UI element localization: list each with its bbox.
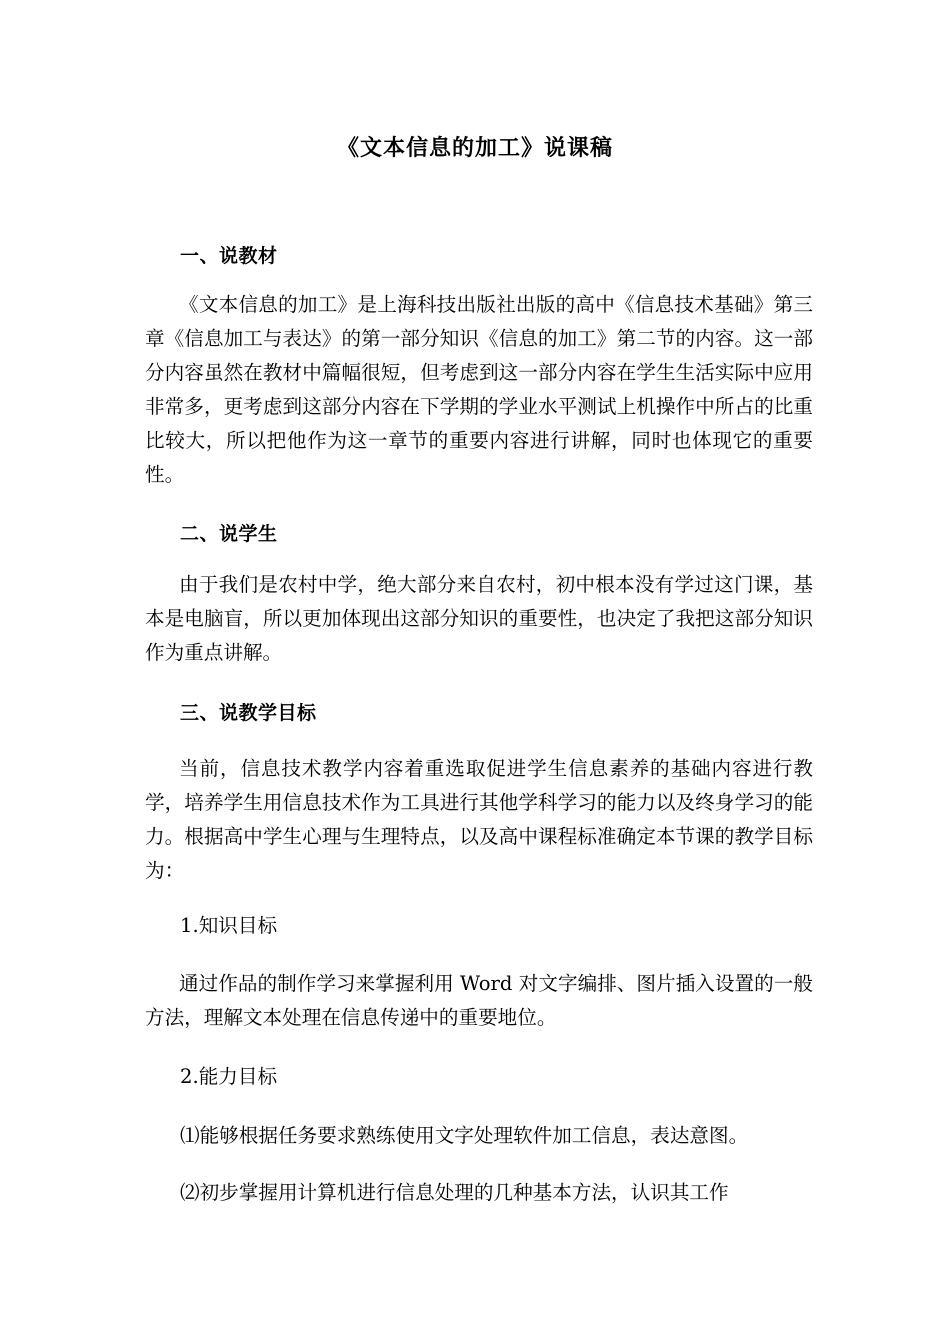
section-heading-textbook: 一、说教材 xyxy=(180,245,278,267)
goal-ability-label: 2.能力目标 xyxy=(180,1065,278,1088)
section-heading-objectives: 三、说教学目标 xyxy=(180,702,317,724)
goal-ability-item-2: ⑵初步掌握用计算机进行信息处理的几种基本方法，认识其工作 xyxy=(180,1181,729,1204)
section-paragraph-students: 由于我们是农村中学，绝大部分来自农村，初中根本没有学过这门课，基本是电脑盲，所以更加体现出这部分知识的重要性，也决定了我把这部分知识作为重点讲解。 xyxy=(145,573,813,664)
section-paragraph-textbook: 《文本信息的加工》是上海科技出版社出版的高中《信息技术基础》第三章《信息加工与表达》的第一部分知识《信息的加工》第二节的内容。这一部分内容虽然在教材中篇幅很短，但考虑到这一部分内容在学生生活实际中应用非常多，更考虑到这部分内容在下学期的学业水平测试上机操作中所占的比重比较大，所以把他作为这一章节的重要内容进行讲解，同时也体现它的重要性。 xyxy=(145,293,813,486)
goal-ability-item-1: ⑴能够根据任务要求熟练使用文字处理软件加工信息，表达意图。 xyxy=(180,1124,749,1147)
goal-knowledge-paragraph: 通过作品的制作学习来掌握利用 Word 对文字编排、图片插入设置的一般方法，理解文本处理在信息传递中的重要地位。 xyxy=(145,972,813,1029)
section-heading-students: 二、说学生 xyxy=(180,523,278,545)
document-title: 《文本信息的加工》说课稿 xyxy=(336,136,613,161)
section-paragraph-objectives: 当前，信息技术教学内容着重选取促进学生信息素养的基础内容进行教学，培养学生用信息技术作为工具进行其他学科学习的能力以及终身学习的能力。根据高中学生心理与生理特点，以及高中课程标准确定本节课的教学目标为： xyxy=(145,757,813,882)
goal-knowledge-label: 1.知识目标 xyxy=(180,914,278,937)
